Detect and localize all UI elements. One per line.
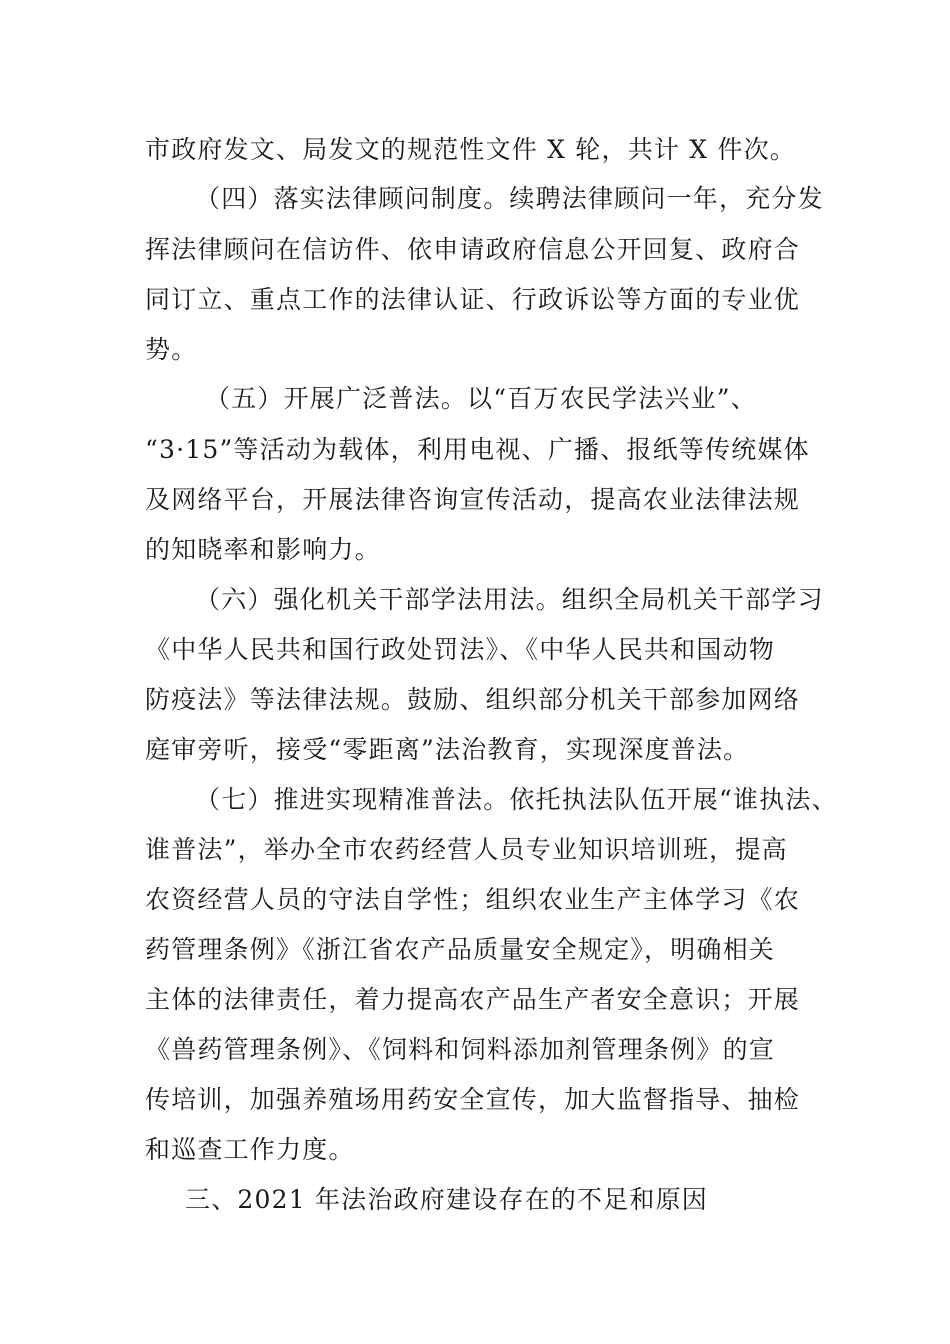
paragraph-4-heading-line: （四）落实法律顾问制度。续聘法律顾问一年，充分发: [195, 184, 824, 213]
text-line: 的知晓率和影响力。: [145, 535, 381, 564]
section-3-heading: 三、2021 年法治政府建设存在的不足和原因: [185, 1185, 708, 1214]
text-line: 药管理条例》《浙江省农产品质量安全规定》，明确相关: [145, 935, 776, 964]
text-line: 势。: [145, 335, 198, 364]
paragraph-6-heading-line: （六）强化机关干部学法用法。组织全局机关干部学习: [195, 585, 824, 614]
text-line: 挥法律顾问在信访件、依申请政府信息公开回复、政府合: [145, 235, 801, 264]
text-line: 防疫法》等法律法规。鼓励、组织部分机关干部参加网络: [145, 685, 801, 714]
text-line: 《中华人民共和国行政处罚法》、《中华人民共和国动物: [145, 635, 776, 664]
text-line: 谁普法”，举办全市农药经营人员专业知识培训班，提高: [145, 835, 788, 864]
text-line: 市政府发文、局发文的规范性文件 X 轮，共计 X 件次。: [145, 135, 796, 164]
text-line: 农资经营人员的守法自学性；组织农业生产主体学习《农: [145, 885, 801, 914]
text-line: 和巡查工作力度。: [145, 1135, 355, 1164]
text-line: 同订立、重点工作的法律认证、行政诉讼等方面的专业优: [145, 285, 801, 314]
paragraph-5-heading-line: （五）开展广泛普法。以“百万农民学法兴业”、: [205, 384, 757, 413]
paragraph-7-heading-line: （七）推进实现精准普法。依托执法队伍开展“谁执法、: [195, 785, 838, 814]
text-line: 及网络平台，开展法律咨询宣传活动，提高农业法律法规: [145, 485, 801, 514]
text-line: 《兽药管理条例》、《饲料和饲料添加剂管理条例》的宣: [145, 1035, 776, 1064]
text-line: “3·15”等活动为载体，利用电视、广播、报纸等传统媒体: [145, 435, 810, 464]
text-line: 传培训，加强养殖场用药安全宣传，加大监督指导、抽检: [145, 1085, 801, 1114]
text-line: 主体的法律责任，着力提高农产品生产者安全意识；开展: [145, 985, 801, 1014]
text-line: 庭审旁听，接受“零距离”法治教育，实现深度普法。: [145, 735, 750, 764]
